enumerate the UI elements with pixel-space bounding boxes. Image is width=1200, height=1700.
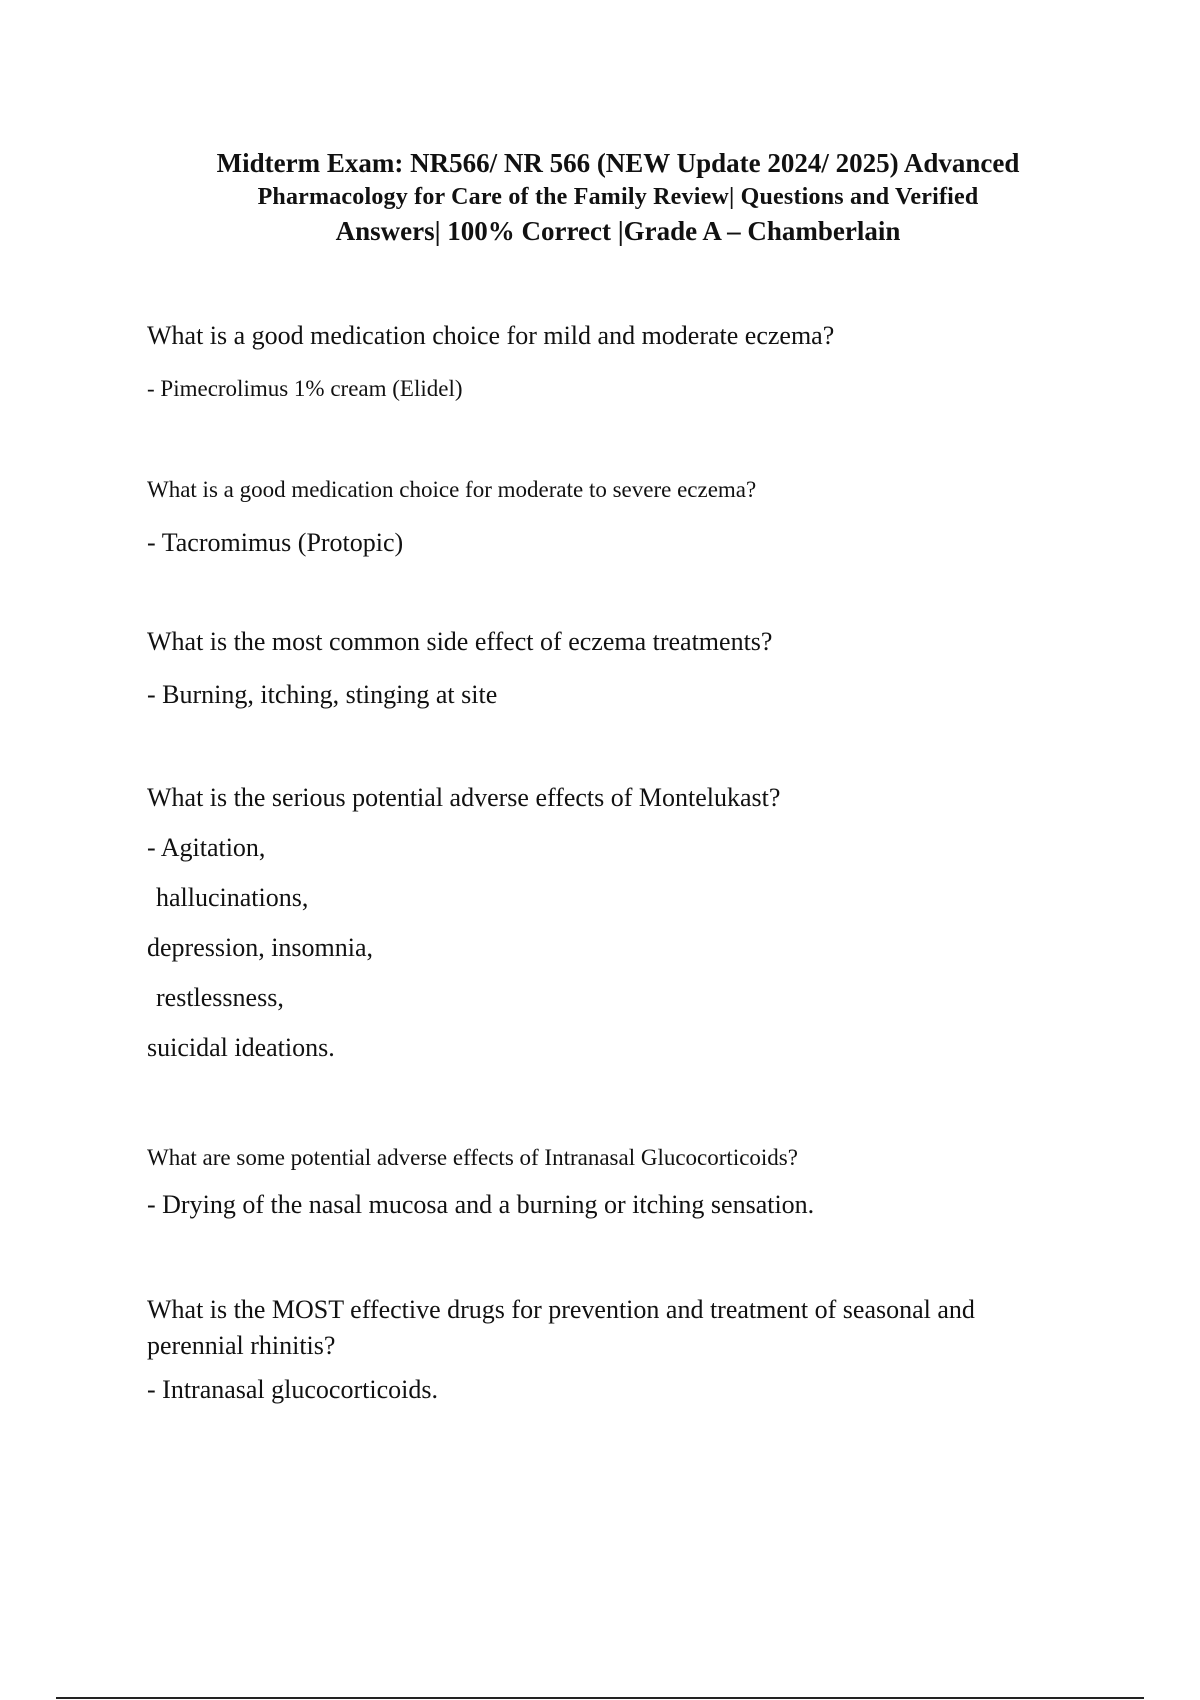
qa-item-intranasal-glucocorticoids: [147, 1140, 1067, 1223]
qa-item-montelukast: [147, 780, 1067, 1066]
question-text: What is the most common side effect of eczema treatments?: [147, 627, 773, 656]
footer-divider: [56, 1697, 1144, 1699]
answer-text: - Tacromimus (Protopic): [147, 528, 404, 557]
qa-item-mild-eczema: [147, 318, 1067, 407]
document-title: [0, 146, 1200, 248]
answer-text: - Intranasal glucocorticoids.: [147, 1375, 438, 1404]
qa-item-eczema-side-effect: [147, 624, 1067, 713]
qa-item-severe-eczema: [147, 472, 1067, 561]
title-line: Midterm Exam: NR566/ NR 566 (NEW Update 2024/ 2025) Advanced: [216, 148, 1020, 178]
answer-text: restlessness,: [156, 983, 284, 1012]
answer-text: - Pimecrolimus 1% cream (Elidel): [147, 376, 463, 401]
question-text: What are some potential adverse effects of Intranasal Glucocorticoids?: [147, 1145, 798, 1170]
answer-text: depression, insomnia,: [147, 933, 374, 962]
question-text: What is a good medication choice for mild and moderate eczema?: [147, 321, 835, 350]
answer-text: - Agitation,: [147, 833, 266, 862]
qa-item-rhinitis: [147, 1292, 1067, 1408]
title-line: Answers| 100% Correct |Grade A – Chamberlain: [335, 216, 901, 246]
question-text: What is the serious potential adverse effects of Montelukast?: [147, 783, 781, 812]
answer-text: hallucinations,: [156, 883, 309, 912]
answer-text: suicidal ideations.: [147, 1033, 335, 1062]
answer-text: - Burning, itching, stinging at site: [147, 680, 498, 709]
question-text: What is the MOST effective drugs for prevention and treatment of seasonal and perennial rhinitis?: [147, 1295, 975, 1360]
title-line: Pharmacology for Care of the Family Review| Questions and Verified: [257, 184, 979, 210]
question-text: What is a good medication choice for moderate to severe eczema?: [147, 477, 757, 502]
answer-text: - Drying of the nasal mucosa and a burning or itching sensation.: [147, 1190, 815, 1219]
